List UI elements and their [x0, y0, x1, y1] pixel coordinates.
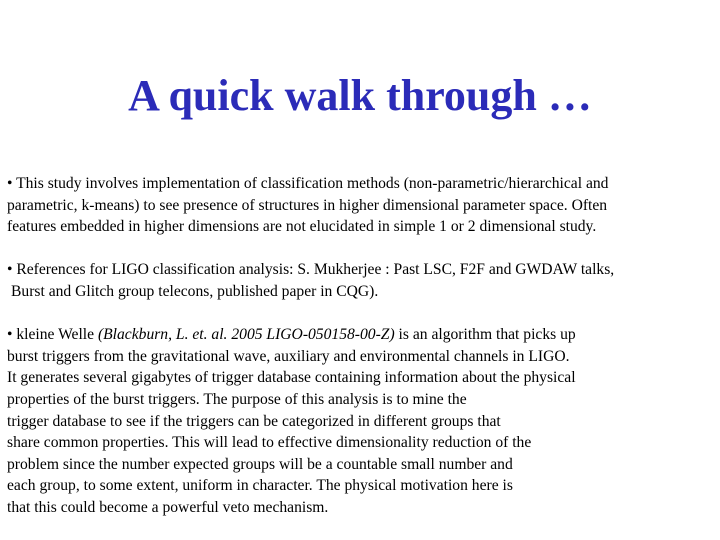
- bullet3-line: It generates several gigabytes of trigger database containing information about the physical: [7, 369, 576, 387]
- bullet3-citation: (Blackburn, L. et. al. 2005 LIGO-050158-00-Z): [97, 326, 395, 344]
- bullet3-line: problem since the number expected groups will be a countable small number and: [7, 455, 513, 473]
- bullet1-line: • This study involves implementation of classification methods (non-parametric/hierarchical and: [7, 175, 609, 192]
- bullet-kleine-welle: [7, 324, 713, 518]
- bullet3-lead: • kleine Welle: [7, 326, 98, 344]
- bullet-references: [7, 259, 713, 302]
- bullet1-line: features embedded in higher dimensions are not elucidated in simple 1 or 2 dimensional study.: [7, 218, 597, 236]
- bullet3-lead-tail: is an algorithm that picks up: [394, 326, 576, 344]
- bullet2-line: Burst and Glitch group telecons, published paper in CQG).: [11, 282, 379, 300]
- bullet2-line: • References for LIGO classification analysis: S. Mukherjee : Past LSC, F2F and GWDAW talks,: [7, 261, 615, 279]
- bullet-study-description: [7, 173, 713, 238]
- bullet3-line: trigger database to see if the triggers can be categorized in different groups that: [7, 412, 501, 430]
- bullet1-line: parametric, k-means) to see presence of structures in higher dimensional parameter space. Often: [7, 196, 608, 214]
- bullet3-line: properties of the burst triggers. The purpose of this analysis is to mine the: [7, 390, 467, 408]
- bullet3-line: burst triggers from the gravitational wave, auxiliary and environmental channels in LIGO.: [7, 347, 570, 365]
- bullet3-line: each group, to some extent, uniform in character. The physical motivation here is: [7, 477, 513, 495]
- bullet3-line: share common properties. This will lead to effective dimensionality reduction of the: [7, 434, 532, 452]
- slide-title: A quick walk through …: [128, 71, 592, 120]
- bullet3-line: that this could become a powerful veto mechanism.: [7, 498, 329, 516]
- bullet-list: [7, 173, 713, 540]
